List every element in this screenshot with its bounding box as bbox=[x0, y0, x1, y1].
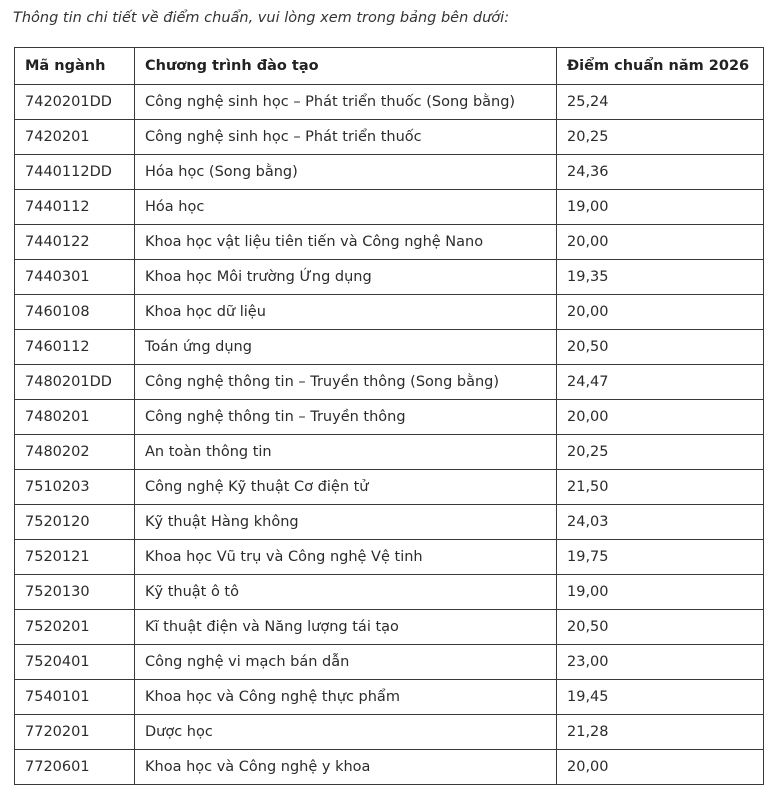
table-row bbox=[15, 680, 764, 715]
program-name-cell: An toàn thông tin bbox=[135, 435, 557, 470]
program-name-cell: Khoa học và Công nghệ y khoa bbox=[135, 750, 557, 785]
program-name-cell: Khoa học Môi trường Ứng dụng bbox=[135, 260, 557, 295]
cutoff-score-cell: 20,00 bbox=[557, 295, 764, 330]
table-row bbox=[15, 190, 764, 225]
header-program-name: Chương trình đào tạo bbox=[135, 48, 557, 85]
program-code-cell: 7480201DD bbox=[15, 365, 135, 400]
table-row bbox=[15, 610, 764, 645]
table-row bbox=[15, 85, 764, 120]
program-name-cell: Toán ứng dụng bbox=[135, 330, 557, 365]
program-code-cell: 7420201 bbox=[15, 120, 135, 155]
program-name-cell: Công nghệ Kỹ thuật Cơ điện tử bbox=[135, 470, 557, 505]
program-name-cell: Công nghệ sinh học – Phát triển thuốc bbox=[135, 120, 557, 155]
program-name-cell: Hóa học (Song bằng) bbox=[135, 155, 557, 190]
program-code-cell: 7480201 bbox=[15, 400, 135, 435]
table-header-row bbox=[15, 48, 764, 85]
program-code-cell: 7540101 bbox=[15, 680, 135, 715]
program-code-cell: 7720201 bbox=[15, 715, 135, 750]
program-code-cell: 7440301 bbox=[15, 260, 135, 295]
program-code-cell: 7520120 bbox=[15, 505, 135, 540]
cutoff-score-cell: 20,25 bbox=[557, 120, 764, 155]
program-name-cell: Khoa học dữ liệu bbox=[135, 295, 557, 330]
cutoff-score-cell: 19,00 bbox=[557, 575, 764, 610]
program-name-cell: Kỹ thuật Hàng không bbox=[135, 505, 557, 540]
program-code-cell: 7520401 bbox=[15, 645, 135, 680]
cutoff-score-cell: 19,75 bbox=[557, 540, 764, 575]
cutoff-score-cell: 20,00 bbox=[557, 750, 764, 785]
table-row bbox=[15, 470, 764, 505]
cutoff-score-cell: 20,50 bbox=[557, 330, 764, 365]
table-row bbox=[15, 400, 764, 435]
program-code-cell: 7460112 bbox=[15, 330, 135, 365]
program-name-cell: Khoa học vật liệu tiên tiến và Công nghệ Nano bbox=[135, 225, 557, 260]
program-name-cell: Công nghệ thông tin – Truyền thông bbox=[135, 400, 557, 435]
program-code-cell: 7440112DD bbox=[15, 155, 135, 190]
cutoff-score-cell: 21,50 bbox=[557, 470, 764, 505]
table-row bbox=[15, 260, 764, 295]
cutoff-score-cell: 25,24 bbox=[557, 85, 764, 120]
table-row bbox=[15, 120, 764, 155]
intro-text: Thông tin chi tiết về điểm chuẩn, vui lòng xem trong bảng bên dưới: bbox=[13, 10, 510, 26]
table-row bbox=[15, 155, 764, 190]
table-row bbox=[15, 225, 764, 260]
program-name-cell: Công nghệ sinh học – Phát triển thuốc (Song bằng) bbox=[135, 85, 557, 120]
cutoff-score-cell: 24,47 bbox=[557, 365, 764, 400]
cutoff-score-cell: 21,28 bbox=[557, 715, 764, 750]
program-code-cell: 7440122 bbox=[15, 225, 135, 260]
program-name-cell: Kỹ thuật ô tô bbox=[135, 575, 557, 610]
program-code-cell: 7510203 bbox=[15, 470, 135, 505]
program-name-cell: Kĩ thuật điện và Năng lượng tái tạo bbox=[135, 610, 557, 645]
cutoff-score-cell: 24,03 bbox=[557, 505, 764, 540]
program-name-cell: Dược học bbox=[135, 715, 557, 750]
program-code-cell: 7480202 bbox=[15, 435, 135, 470]
program-code-cell: 7520201 bbox=[15, 610, 135, 645]
cutoff-score-cell: 19,35 bbox=[557, 260, 764, 295]
cutoff-score-cell: 20,50 bbox=[557, 610, 764, 645]
table-body bbox=[15, 85, 764, 785]
cutoff-score-cell: 19,45 bbox=[557, 680, 764, 715]
table-row bbox=[15, 575, 764, 610]
table-row bbox=[15, 295, 764, 330]
program-code-cell: 7460108 bbox=[15, 295, 135, 330]
cutoff-score-cell: 23,00 bbox=[557, 645, 764, 680]
program-code-cell: 7720601 bbox=[15, 750, 135, 785]
cutoff-score-cell: 20,00 bbox=[557, 400, 764, 435]
program-code-cell: 7520121 bbox=[15, 540, 135, 575]
program-name-cell: Khoa học và Công nghệ thực phẩm bbox=[135, 680, 557, 715]
program-code-cell: 7520130 bbox=[15, 575, 135, 610]
cutoff-score-cell: 20,00 bbox=[557, 225, 764, 260]
program-name-cell: Công nghệ vi mạch bán dẫn bbox=[135, 645, 557, 680]
table-row bbox=[15, 750, 764, 785]
table-row bbox=[15, 540, 764, 575]
table-row bbox=[15, 365, 764, 400]
table-row bbox=[15, 645, 764, 680]
cutoff-score-cell: 24,36 bbox=[557, 155, 764, 190]
table-row bbox=[15, 715, 764, 750]
admission-scores-table bbox=[14, 47, 764, 785]
program-name-cell: Hóa học bbox=[135, 190, 557, 225]
header-cutoff-score: Điểm chuẩn năm 2026 bbox=[557, 48, 764, 85]
cutoff-score-cell: 19,00 bbox=[557, 190, 764, 225]
table-row bbox=[15, 505, 764, 540]
program-name-cell: Khoa học Vũ trụ và Công nghệ Vệ tinh bbox=[135, 540, 557, 575]
cutoff-score-cell: 20,25 bbox=[557, 435, 764, 470]
program-code-cell: 7440112 bbox=[15, 190, 135, 225]
program-name-cell: Công nghệ thông tin – Truyền thông (Song bằng) bbox=[135, 365, 557, 400]
program-code-cell: 7420201DD bbox=[15, 85, 135, 120]
header-program-code: Mã ngành bbox=[15, 48, 135, 85]
table-row bbox=[15, 330, 764, 365]
table-row bbox=[15, 435, 764, 470]
